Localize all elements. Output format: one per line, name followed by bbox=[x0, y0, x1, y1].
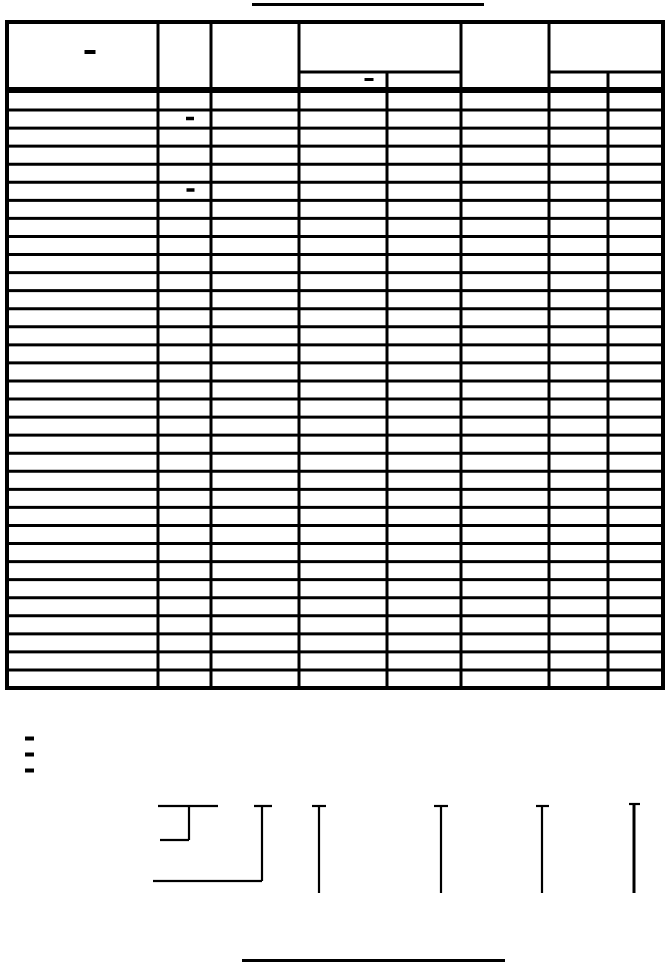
note-dash-glyph-1 bbox=[25, 737, 34, 741]
cell-dash-glyph-header-col1 bbox=[85, 50, 96, 54]
note-dash-glyph-2 bbox=[25, 753, 34, 757]
title-underline-group bbox=[252, 3, 484, 6]
cell-dash-glyph-subheader-col4 bbox=[365, 78, 374, 81]
footer-underline-rule bbox=[242, 959, 505, 962]
cell-dash-glyph-body-row6-col2 bbox=[187, 188, 195, 192]
data-table bbox=[7, 22, 663, 688]
table-frame bbox=[7, 22, 663, 688]
note-dash-glyph-3 bbox=[25, 769, 34, 773]
notes-dash-list bbox=[25, 737, 34, 773]
hierarchy-diagram bbox=[153, 804, 640, 893]
cell-dash-glyph-body-row2-col2 bbox=[186, 117, 194, 121]
footer-underline-group bbox=[242, 959, 505, 962]
title-underline-rule bbox=[252, 3, 484, 6]
